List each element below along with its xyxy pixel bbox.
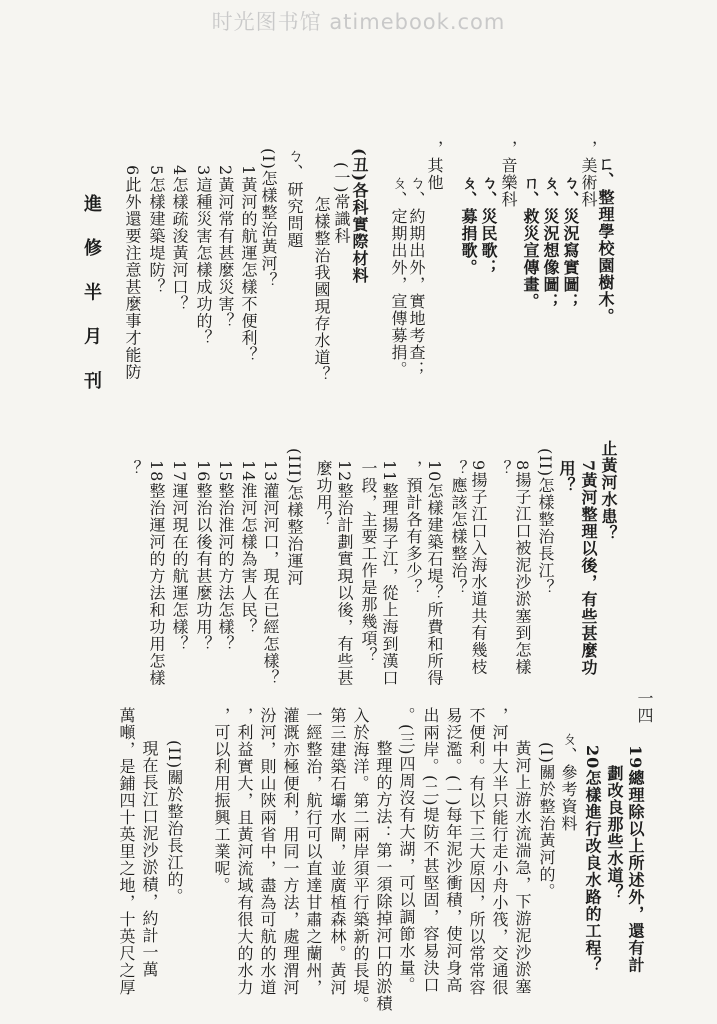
mid-col-6: ？ — [493, 460, 512, 477]
top-col-7: ㄅ、災民歌； — [479, 174, 498, 276]
top-col-8: ㄆ、募捐歌。 — [459, 174, 478, 276]
top-col-3: ㄅ、災況寫實圖； — [561, 174, 580, 310]
top-col-2: ，美術科 — [579, 140, 598, 208]
bot-col-1: 19總理除以上所述外，還有計 — [626, 745, 645, 974]
top-col-21: 5怎樣建築堤防？ — [147, 165, 166, 296]
mid-col-8: ？應該怎樣整治？ — [449, 460, 468, 596]
mid-col-4: (II)怎樣整治長江？ — [536, 448, 555, 597]
bot-col-19: ，可以利用振興工業呢。 — [212, 707, 231, 894]
mid-col-9: 10怎樣建築石堤？所費和所得 — [425, 460, 444, 687]
top-col-1: ㄈ、整理學校園樹木。 — [596, 155, 615, 325]
mid-col-13: 12整治計劃實現以後，有些甚 — [335, 460, 354, 687]
bot-col-22: 萬噸，是鋪四十英里之地，十英尺之厚 — [117, 707, 136, 996]
bot-col-4: ㄆ、參考資料 — [559, 730, 578, 832]
top-col-10: ㄅ、約期出外，實地考查； — [407, 174, 426, 378]
top-col-18: 2黃河常有甚麼災害？ — [216, 165, 235, 330]
mid-col-1: 止黃河水患？ — [599, 440, 618, 542]
top-col-20: 4怎樣疏浚黃河口？ — [170, 165, 189, 313]
bot-col-12: 整理的方法：第一須除掉河口的淤積 — [374, 740, 393, 1012]
mid-col-10: ，預計各有多少？ — [404, 460, 423, 596]
mid-col-14: 麼功用？ — [314, 460, 333, 528]
mid-col-22: ？ — [123, 460, 142, 477]
mid-col-20: 17運河現在的航運怎樣？ — [170, 460, 189, 653]
mid-col-12: 一段，主要工作是那幾項？ — [359, 460, 378, 664]
bot-col-5: (I)關於整治黃河的。 — [537, 742, 556, 900]
mid-col-19: 16整治以後有甚麼功用？ — [194, 460, 213, 653]
bot-col-13: 入於海洋。第二兩岸須平行築新的長堤。 — [351, 707, 370, 1013]
page-number: 一四 — [635, 690, 654, 724]
mid-col-7: 9揚子江口入海水道共有幾枝 — [469, 460, 488, 676]
bot-col-8: 不便利。有以下三大原因，所以常常容 — [467, 707, 486, 996]
bot-col-20: (II)關於整治長江的。 — [165, 740, 184, 906]
top-col-9: ，其他 — [425, 140, 444, 191]
top-col-5: ㄇ、救災宣傳畫。 — [521, 174, 540, 310]
running-title: 進 修 半 月 刊 — [81, 194, 102, 400]
mid-col-18: 15整治淮河的方法怎樣？ — [216, 460, 235, 653]
mid-col-3: 用？ — [557, 460, 576, 494]
bot-col-11: 。(三)四周沒有大湖，可以調節水量。 — [397, 707, 416, 994]
mid-col-17: 14淮河怎樣為害人民？ — [239, 460, 258, 636]
top-col-12: (丑)各科實際材料 — [350, 148, 369, 285]
bot-col-16: 灌溉亦極便利，用同一方法，處理渭河 — [281, 707, 300, 996]
top-col-13: (一)常識科 — [332, 162, 351, 245]
mid-col-5: 8揚子江口被泥沙淤塞到怎樣 — [513, 460, 532, 676]
mid-col-2: 7黃河整理以後，有些甚麼功 — [579, 460, 598, 677]
top-col-4: ㄆ、災況想像圖； — [541, 174, 560, 310]
bot-col-18: ，利益實大，且黃河流域有很大的水力 — [235, 707, 254, 996]
mid-col-15: (III)怎樣整治運河 — [285, 448, 304, 587]
top-col-19: 3這種災害怎樣成功的？ — [194, 165, 213, 347]
bot-col-9: 易泛濫。(一)每年泥沙衝積，使河身高 — [444, 707, 463, 994]
bot-col-6: 黃河上游水流湍急，下游泥沙淤塞 — [513, 740, 532, 995]
top-col-16: (I)怎樣整治黃河？ — [259, 148, 278, 289]
mid-col-16: 13灌河河口，現在已經怎樣？ — [261, 460, 280, 687]
bot-col-3: 20怎樣進行改良水路的工程？ — [583, 745, 602, 974]
bot-col-7: ，河中大半只能行走小舟小筏，交通很 — [490, 707, 509, 996]
bot-col-15: 一經整治，航行可以直達甘肅之蘭州， — [304, 707, 323, 996]
top-col-6: ，音樂科 — [499, 140, 518, 208]
top-col-15: ㄅ、研究問題 — [285, 147, 304, 249]
bot-col-21: 現在長江口泥沙淤積，約計一萬 — [140, 740, 159, 978]
top-col-11: ㄆ、定期出外，宣傳募捐。 — [389, 174, 408, 378]
bot-col-10: 出兩岸。(二)堤防不甚堅固，容易決口 — [421, 707, 440, 994]
bot-col-2: 劃改良那些水道？ — [605, 765, 624, 901]
mid-col-11: 11整理揚子江，從上海到漢口 — [380, 460, 399, 687]
watermark: 时光图书馆 atimebook.com — [211, 10, 506, 34]
mid-col-21: 18整治運河的方法和功用怎樣 — [147, 460, 166, 687]
top-col-22: 6此外還要注意甚麼事才能防 — [123, 165, 142, 381]
bot-col-17: 汾河，則山陝兩省中，盡為可航的水道 — [258, 707, 277, 996]
bot-col-14: 第三建築石壩水閘，並廣植森林。黃河 — [328, 707, 347, 996]
top-col-17: 1黃河的航運怎樣不便利？ — [239, 165, 258, 364]
top-col-14: 怎樣整治我國現存水道？ — [312, 196, 331, 383]
